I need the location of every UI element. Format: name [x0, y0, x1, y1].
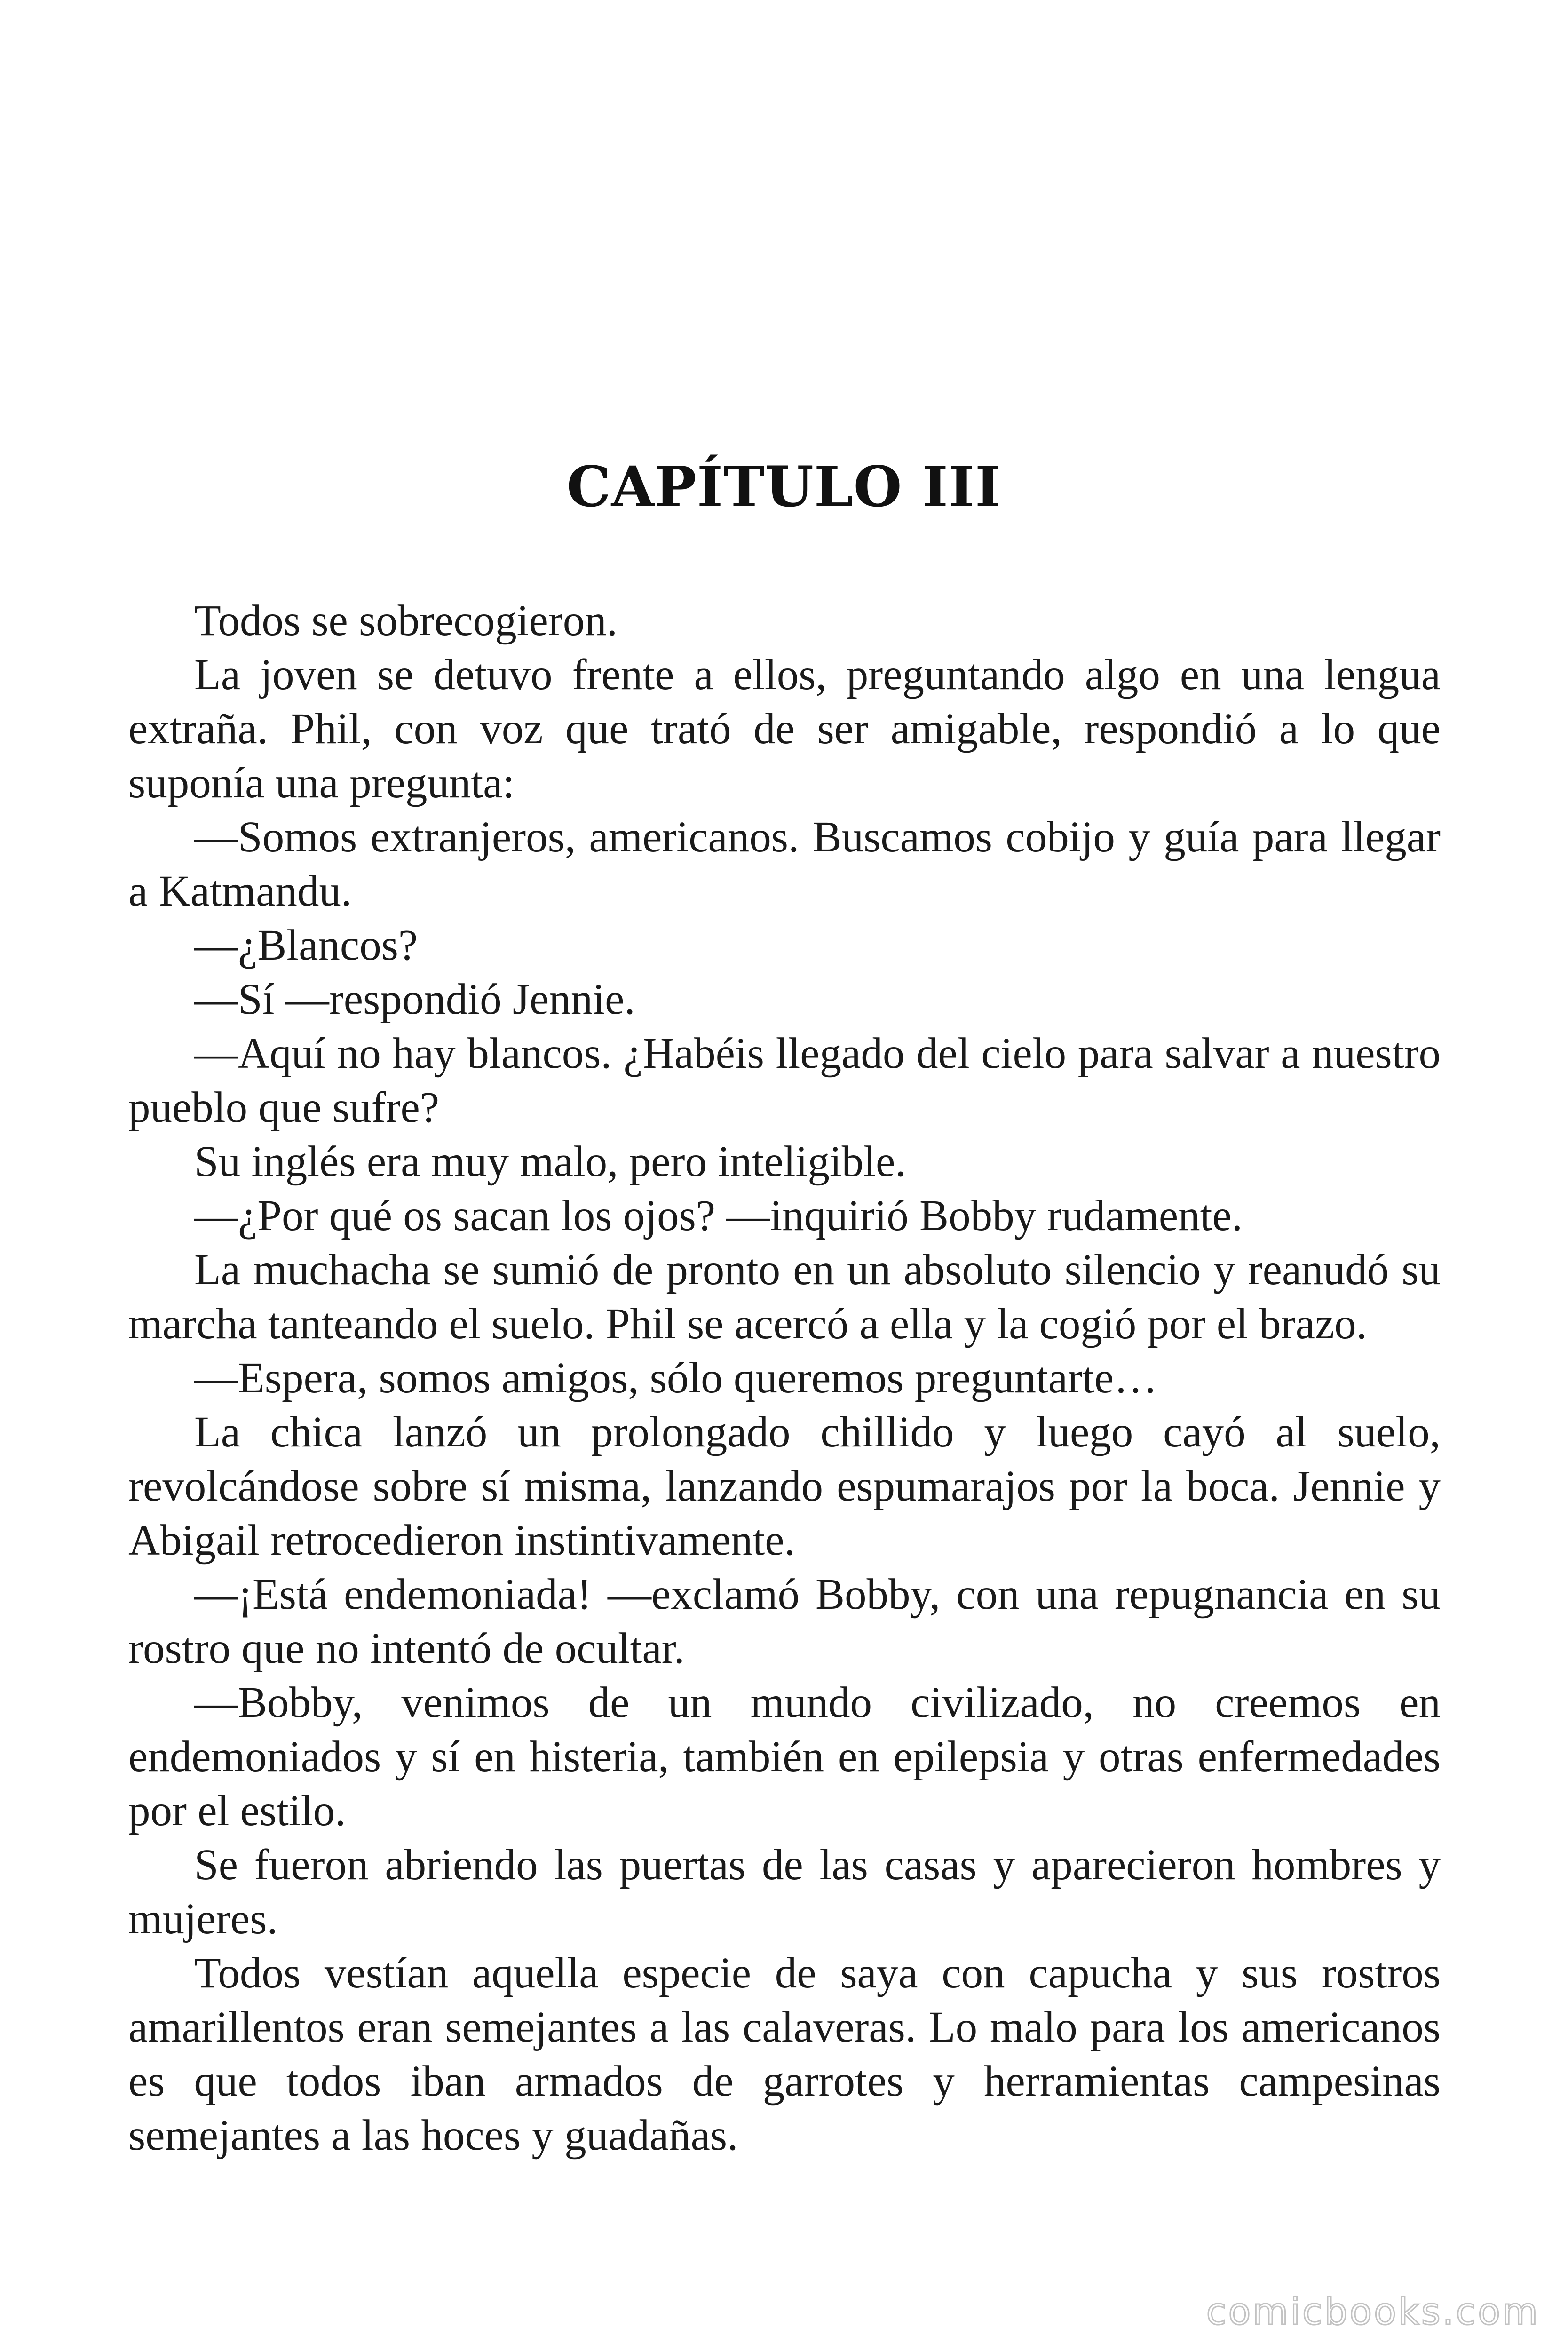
paragraph: Se fueron abriendo las puertas de las casas y aparecieron hombres y mujeres. — [128, 1841, 1441, 1943]
paragraph: —Espera, somos amigos, sólo queremos preguntarte… — [194, 1354, 1158, 1402]
chapter-text — [128, 594, 1441, 2162]
paragraph: La muchacha se sumió de pronto en un absoluto silencio y reanudó su marcha tanteando el suelo. Phil se acercó a ella y la cogió por el brazo. — [128, 1246, 1441, 1348]
paragraph: La joven se detuvo frente a ellos, preguntando algo en una lengua extraña. Phil, con voz que trató de ser amigable, respondió a lo que suponía una pregunta: — [128, 651, 1441, 807]
paragraph: —¿Por qué os sacan los ojos? —inquirió Bobby rudamente. — [194, 1192, 1243, 1240]
paragraph: —Sí —respondió Jennie. — [194, 975, 635, 1024]
watermark: comicbooks.com — [1206, 2291, 1540, 2333]
chapter-title: CAPÍTULO III — [566, 454, 1002, 519]
paragraph: —¿Blancos? — [194, 921, 418, 969]
paragraph: —Somos extranjeros, americanos. Buscamos cobijo y guía para llegar a Katmandu. — [128, 813, 1441, 915]
paragraph: Su inglés era muy malo, pero inteligible. — [194, 1137, 906, 1186]
paragraph: —Aquí no hay blancos. ¿Habéis llegado del cielo para salvar a nuestro pueblo que sufre? — [128, 1029, 1441, 1132]
paragraph: —¡Está endemoniada! —exclamó Bobby, con una repugnancia en su rostro que no intentó de ocultar. — [128, 1570, 1441, 1673]
paragraph: —Bobby, venimos de un mundo civilizado, no creemos en endemoniados y sí en histeria, también en epilepsia y otras enfermedades por el estilo. — [128, 1678, 1441, 1835]
paragraph: La chica lanzó un prolongado chillido y luego cayó al suelo, revolcándose sobre sí misma, lanzando espumarajos por la boca. Jennie y Abigail retrocedieron instintivamente. — [128, 1408, 1441, 1565]
paragraph: Todos se sobrecogieron. — [194, 596, 618, 645]
paragraph: Todos vestían aquella especie de saya con capucha y sus rostros amarillentos eran semejantes a las calaveras. Lo malo para los americanos es que todos iban armados de garrotes y herramientas campesinas semejantes a las hoces y guadañas. — [128, 1949, 1441, 2160]
